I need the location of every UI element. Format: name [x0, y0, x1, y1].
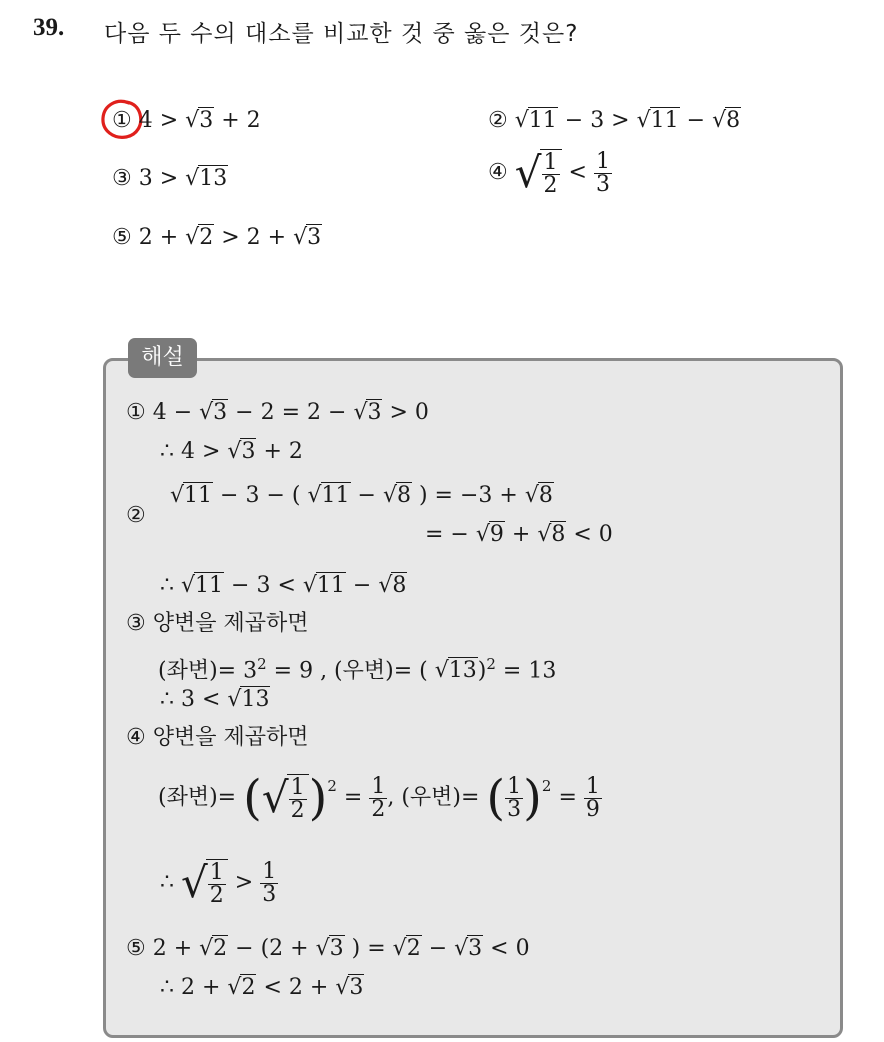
sqrt: √ 8: [712, 107, 741, 135]
choice-marker: ①: [112, 108, 132, 133]
sqrt: √ 11: [515, 107, 558, 135]
explanation-step-4-line-1: (좌변)= ( √ $\frac{1}{2}$ )$^2$ = $\frac{1}{2}$ , (우변)= ( $\frac{1}{3}$ )$^2$ = $\frac{1}{9}$: [158, 770, 600, 826]
explanation-step-2-line-1: √ 11 − 3 − ( √ 11 − √ 8 ) = −3 + √ 8: [170, 482, 554, 510]
sqrt-fraction: √ $\frac{1}{2}$: [515, 148, 562, 198]
sqrt: √ 13: [185, 165, 228, 193]
choice-marker: ③: [112, 166, 132, 191]
choice-4[interactable]: ④ √ $\frac{1}{2}$ < $\frac{1}{3}$: [488, 148, 610, 198]
sqrt: √ 2: [185, 224, 214, 252]
choice-3[interactable]: ③ 3 > √ 13: [112, 165, 228, 193]
fraction: $\frac{1}{3}$: [595, 148, 610, 197]
choice-5[interactable]: ⑤ 2 + √ 2 > 2 + √ 3: [112, 224, 322, 252]
explanation-tag: 해설: [128, 338, 197, 378]
explanation-step-1-line-1: ① 4 − √ 3 − 2 = 2 − √ 3 > 0: [126, 399, 429, 427]
choice-marker: ⑤: [112, 225, 132, 250]
explanation-step-3-line-2: ∴ 3 < √ 13: [160, 686, 270, 714]
explanation-step-2-marker: ②: [126, 503, 146, 528]
explanation-step-5-line-1: ⑤ 2 + √ 2 − (2 + √ 3 ) = √ 2 − √ 3 < 0: [126, 935, 530, 963]
explanation-step-3-heading: ③ 양변을 제곱하면: [126, 611, 309, 636]
explanation-step-2-line-2: = − √ 9 + √ 8 < 0: [425, 521, 613, 549]
explanation-step-4-line-2: ∴ √ $\frac{1}{2}$ > $\frac{1}{3}$: [160, 858, 277, 908]
sqrt: √ 3: [293, 224, 322, 252]
choice-1[interactable]: ① 4 > √ 3 + 2: [112, 107, 261, 135]
choice-2[interactable]: ② √ 11 − 3 > √ 11 − √ 8: [488, 107, 741, 135]
explanation-step-2-line-3: ∴ √ 11 − 3 < √ 11 − √ 8: [160, 572, 407, 600]
question-text: 다음 두 수의 대소를 비교한 것 중 옳은 것은?: [104, 21, 579, 47]
question-number: 39.: [33, 14, 65, 41]
sqrt: √ 3: [185, 107, 214, 135]
sqrt: √ 11: [637, 107, 680, 135]
choice-marker: ②: [488, 108, 508, 133]
explanation-step-1-line-2: ∴ 4 > √ 3 + 2: [160, 438, 303, 466]
explanation-step-3-line-1: (좌변)= $3^2 = 9$ , (우변)= ( √ 13)$^2$ = 13: [158, 650, 556, 685]
explanation-step-5-line-2: ∴ 2 + √ 2 < 2 + √ 3: [160, 974, 364, 1002]
explanation-step-4-heading: ④ 양변을 제곱하면: [126, 725, 309, 750]
choice-marker: ④: [488, 160, 508, 185]
